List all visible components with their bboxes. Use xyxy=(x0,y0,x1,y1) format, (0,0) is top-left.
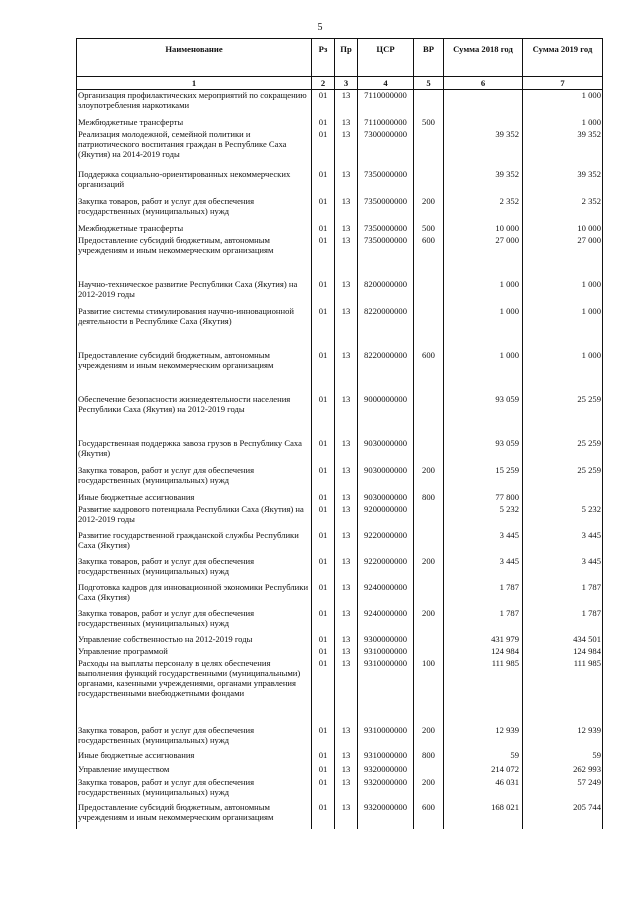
table-row xyxy=(77,279,603,306)
table-cell-sum-2019: 5 232 xyxy=(523,504,603,530)
table-cell-vr: 600 xyxy=(414,350,444,394)
table-cell-pr: 13 xyxy=(335,235,358,279)
table-row xyxy=(77,438,603,465)
table-cell-csr: 7350000000 xyxy=(358,169,414,196)
table-cell-vr: 600 xyxy=(414,802,444,829)
table-cell-sum-2018: 27 000 xyxy=(444,235,523,279)
header-csr: ЦСР xyxy=(358,39,414,77)
table-cell-sum-2018: 39 352 xyxy=(444,129,523,169)
table-cell-rz: 01 xyxy=(312,634,335,646)
table-cell-pr: 13 xyxy=(335,504,358,530)
table-cell-sum-2018: 93 059 xyxy=(444,394,523,438)
table-cell-pr: 13 xyxy=(335,777,358,802)
table-row xyxy=(77,117,603,129)
header-number: 7 xyxy=(523,77,603,90)
table-cell-vr: 600 xyxy=(414,235,444,279)
table-cell-sum-2018: 1 000 xyxy=(444,306,523,350)
table-cell-sum-2019: 3 445 xyxy=(523,556,603,582)
table-cell-vr xyxy=(414,582,444,608)
table-cell-pr: 13 xyxy=(335,129,358,169)
table-cell-rz: 01 xyxy=(312,504,335,530)
table-cell-csr: 7350000000 xyxy=(358,223,414,235)
table-cell-csr: 9030000000 xyxy=(358,465,414,492)
table-cell-pr: 13 xyxy=(335,492,358,504)
table-cell-pr: 13 xyxy=(335,556,358,582)
table-cell-rz: 01 xyxy=(312,169,335,196)
table-cell-pr: 13 xyxy=(335,582,358,608)
table-cell-sum-2018: 39 352 xyxy=(444,169,523,196)
table-cell-sum-2019: 262 993 xyxy=(523,764,603,777)
table-cell-sum-2018: 15 259 xyxy=(444,465,523,492)
header-number: 3 xyxy=(335,77,358,90)
table-cell-pr: 13 xyxy=(335,646,358,658)
header-number: 6 xyxy=(444,77,523,90)
table-cell-name: Иные бюджетные ассигнования xyxy=(77,492,312,504)
table-cell-vr xyxy=(414,306,444,350)
table-cell-rz: 01 xyxy=(312,608,335,634)
table-cell-sum-2018: 10 000 xyxy=(444,223,523,235)
table-cell-sum-2019: 25 259 xyxy=(523,394,603,438)
table-cell-rz: 01 xyxy=(312,438,335,465)
table-cell-csr: 7110000000 xyxy=(358,90,414,117)
table-cell-sum-2018: 12 939 xyxy=(444,725,523,750)
table-cell-sum-2019: 434 501 xyxy=(523,634,603,646)
table-cell-vr xyxy=(414,90,444,117)
table-cell-sum-2019: 1 000 xyxy=(523,90,603,117)
table-cell-sum-2019: 12 939 xyxy=(523,725,603,750)
table-cell-sum-2019: 39 352 xyxy=(523,169,603,196)
table-cell-csr: 9310000000 xyxy=(358,750,414,764)
table-row xyxy=(77,582,603,608)
table-cell-csr: 9320000000 xyxy=(358,802,414,829)
table-row xyxy=(77,608,603,634)
table-cell-sum-2018: 59 xyxy=(444,750,523,764)
table-cell-name: Предоставление субсидий бюджетным, автономным учреждениям и иным некоммерческим организациям xyxy=(77,802,312,829)
table-row xyxy=(77,465,603,492)
table-row xyxy=(77,169,603,196)
table-cell-name: Управление имуществом xyxy=(77,764,312,777)
table-cell-rz: 01 xyxy=(312,223,335,235)
table-cell-sum-2019 xyxy=(523,492,603,504)
header-sum-2018: Сумма 2018 год xyxy=(444,39,523,77)
table-cell-sum-2019: 111 985 xyxy=(523,658,603,725)
table-cell-rz: 01 xyxy=(312,350,335,394)
table-cell-csr: 9200000000 xyxy=(358,504,414,530)
table-cell-rz: 01 xyxy=(312,646,335,658)
table-cell-rz: 01 xyxy=(312,196,335,223)
table-cell-sum-2018: 1 787 xyxy=(444,608,523,634)
header-pr: Пр xyxy=(335,39,358,77)
table-cell-vr: 200 xyxy=(414,465,444,492)
table-cell-pr: 13 xyxy=(335,802,358,829)
table-row xyxy=(77,556,603,582)
budget-table xyxy=(76,38,603,829)
table-cell-sum-2018: 77 800 xyxy=(444,492,523,504)
table-cell-name: Обеспечение безопасности жизнедеятельности населения Республики Саха (Якутия) на 2012-2019 годы xyxy=(77,394,312,438)
table-cell-name: Закупка товаров, работ и услуг для обеспечения государственных (муниципальных) нужд xyxy=(77,608,312,634)
table-cell-pr: 13 xyxy=(335,394,358,438)
table-cell-sum-2018: 168 021 xyxy=(444,802,523,829)
table-cell-sum-2018: 5 232 xyxy=(444,504,523,530)
table-cell-pr: 13 xyxy=(335,438,358,465)
table-cell-vr xyxy=(414,504,444,530)
table-cell-sum-2019: 25 259 xyxy=(523,438,603,465)
table-cell-rz: 01 xyxy=(312,279,335,306)
table-cell-sum-2018: 93 059 xyxy=(444,438,523,465)
table-cell-csr: 9320000000 xyxy=(358,777,414,802)
table-cell-name: Развитие системы стимулирования научно-инновационной деятельности в Республике Саха (Якутия) xyxy=(77,306,312,350)
table-cell-pr: 13 xyxy=(335,530,358,556)
table-cell-sum-2018 xyxy=(444,90,523,117)
table-cell-name: Межбюджетные трансферты xyxy=(77,223,312,235)
table-cell-sum-2019: 124 984 xyxy=(523,646,603,658)
table-cell-sum-2019: 1 787 xyxy=(523,608,603,634)
table-cell-vr xyxy=(414,279,444,306)
table-header xyxy=(77,39,603,90)
table-cell-sum-2018: 2 352 xyxy=(444,196,523,223)
table-cell-pr: 13 xyxy=(335,117,358,129)
table-cell-vr xyxy=(414,169,444,196)
table-cell-csr: 9310000000 xyxy=(358,725,414,750)
table-cell-csr: 9000000000 xyxy=(358,394,414,438)
table-cell-vr xyxy=(414,634,444,646)
table-cell-name: Государственная поддержка завоза грузов в Республику Саха (Якутия) xyxy=(77,438,312,465)
table-cell-rz: 01 xyxy=(312,306,335,350)
header-vr: ВР xyxy=(414,39,444,77)
table-cell-sum-2018 xyxy=(444,117,523,129)
table-cell-csr: 9310000000 xyxy=(358,658,414,725)
table-cell-pr: 13 xyxy=(335,279,358,306)
table-cell-pr: 13 xyxy=(335,764,358,777)
table-row xyxy=(77,777,603,802)
table-cell-sum-2018: 1 000 xyxy=(444,350,523,394)
table-cell-pr: 13 xyxy=(335,608,358,634)
table-cell-name: Развитие кадрового потенциала Республики Саха (Якутия) на 2012-2019 годы xyxy=(77,504,312,530)
table-cell-csr: 7350000000 xyxy=(358,235,414,279)
table-cell-vr: 200 xyxy=(414,556,444,582)
table-row xyxy=(77,196,603,223)
table-cell-sum-2018: 124 984 xyxy=(444,646,523,658)
table-cell-sum-2019: 57 249 xyxy=(523,777,603,802)
header-number: 4 xyxy=(358,77,414,90)
table-cell-sum-2019: 1 000 xyxy=(523,306,603,350)
table-cell-rz: 01 xyxy=(312,129,335,169)
table-row xyxy=(77,306,603,350)
table-cell-pr: 13 xyxy=(335,658,358,725)
table-row xyxy=(77,530,603,556)
table-cell-pr: 13 xyxy=(335,465,358,492)
table-cell-rz: 01 xyxy=(312,235,335,279)
table-cell-vr xyxy=(414,646,444,658)
table-cell-vr: 200 xyxy=(414,725,444,750)
header-rz: Рз xyxy=(312,39,335,77)
table-cell-csr: 9030000000 xyxy=(358,492,414,504)
table-row xyxy=(77,802,603,829)
table-row xyxy=(77,90,603,117)
table-cell-pr: 13 xyxy=(335,750,358,764)
table-cell-vr: 100 xyxy=(414,658,444,725)
table-cell-rz: 01 xyxy=(312,90,335,117)
table-cell-sum-2019: 59 xyxy=(523,750,603,764)
table-cell-vr: 200 xyxy=(414,608,444,634)
table-cell-name: Подготовка кадров для инновационной экономики Республики Саха (Якутия) xyxy=(77,582,312,608)
table-cell-csr: 8220000000 xyxy=(358,350,414,394)
table-cell-vr: 800 xyxy=(414,492,444,504)
table-row xyxy=(77,394,603,438)
table-cell-sum-2018: 3 445 xyxy=(444,530,523,556)
table-cell-rz: 01 xyxy=(312,802,335,829)
header-number: 2 xyxy=(312,77,335,90)
table-cell-name: Развитие государственной гражданской службы Республики Саха (Якутия) xyxy=(77,530,312,556)
table-cell-sum-2018: 214 072 xyxy=(444,764,523,777)
header-number: 1 xyxy=(77,77,312,90)
table-cell-name: Закупка товаров, работ и услуг для обеспечения государственных (муниципальных) нужд xyxy=(77,196,312,223)
table-cell-sum-2019: 25 259 xyxy=(523,465,603,492)
table-cell-vr xyxy=(414,530,444,556)
table-cell-sum-2019: 10 000 xyxy=(523,223,603,235)
table-cell-name: Управление программой xyxy=(77,646,312,658)
table-cell-csr: 9310000000 xyxy=(358,646,414,658)
table-cell-pr: 13 xyxy=(335,306,358,350)
table-cell-vr xyxy=(414,129,444,169)
table-cell-rz: 01 xyxy=(312,658,335,725)
table-cell-csr: 7110000000 xyxy=(358,117,414,129)
table-cell-name: Научно-техническое развитие Республики Саха (Якутия) на 2012-2019 годы xyxy=(77,279,312,306)
table-cell-name: Закупка товаров, работ и услуг для обеспечения государственных (муниципальных) нужд xyxy=(77,556,312,582)
table-cell-vr: 200 xyxy=(414,777,444,802)
table-cell-csr: 8220000000 xyxy=(358,306,414,350)
table-cell-sum-2018: 46 031 xyxy=(444,777,523,802)
table-cell-csr: 9030000000 xyxy=(358,438,414,465)
table-cell-name: Предоставление субсидий бюджетным, автономным учреждениям и иным некоммерческим организациям xyxy=(77,235,312,279)
table-cell-csr: 9240000000 xyxy=(358,608,414,634)
table-cell-pr: 13 xyxy=(335,90,358,117)
table-row xyxy=(77,235,603,279)
table-row xyxy=(77,223,603,235)
table-cell-vr: 800 xyxy=(414,750,444,764)
table-cell-name: Закупка товаров, работ и услуг для обеспечения государственных (муниципальных) нужд xyxy=(77,465,312,492)
header-sum-2019: Сумма 2019 год xyxy=(523,39,603,77)
table-cell-sum-2019: 39 352 xyxy=(523,129,603,169)
table-cell-name: Расходы на выплаты персоналу в целях обеспечения выполнения функций государственными (муниципальными) органами, казенными учреждениями, органами управления государственными внебюджетными фондами xyxy=(77,658,312,725)
table-cell-rz: 01 xyxy=(312,764,335,777)
table-cell-rz: 01 xyxy=(312,394,335,438)
table-cell-csr: 9300000000 xyxy=(358,634,414,646)
table-body xyxy=(77,90,603,829)
table-cell-rz: 01 xyxy=(312,465,335,492)
table-cell-name: Предоставление субсидий бюджетным, автономным учреждениям и иным некоммерческим организациям xyxy=(77,350,312,394)
table-cell-sum-2019: 1 000 xyxy=(523,117,603,129)
table-cell-sum-2019: 1 787 xyxy=(523,582,603,608)
page-number: 5 xyxy=(317,22,323,33)
table-cell-name: Закупка товаров, работ и услуг для обеспечения государственных (муниципальных) нужд xyxy=(77,777,312,802)
table-cell-rz: 01 xyxy=(312,725,335,750)
table-row xyxy=(77,646,603,658)
header-number: 5 xyxy=(414,77,444,90)
table-cell-sum-2018: 111 985 xyxy=(444,658,523,725)
table-cell-pr: 13 xyxy=(335,350,358,394)
table-cell-pr: 13 xyxy=(335,196,358,223)
table-cell-csr: 8200000000 xyxy=(358,279,414,306)
table-cell-vr: 500 xyxy=(414,223,444,235)
table-cell-rz: 01 xyxy=(312,556,335,582)
table-row xyxy=(77,504,603,530)
table-cell-csr: 7350000000 xyxy=(358,196,414,223)
table-cell-csr: 9220000000 xyxy=(358,530,414,556)
table-cell-vr xyxy=(414,438,444,465)
table-cell-rz: 01 xyxy=(312,530,335,556)
table-cell-vr xyxy=(414,394,444,438)
table-cell-name: Иные бюджетные ассигнования xyxy=(77,750,312,764)
table-row xyxy=(77,750,603,764)
table-cell-rz: 01 xyxy=(312,117,335,129)
table-row xyxy=(77,129,603,169)
table-row xyxy=(77,492,603,504)
table-cell-pr: 13 xyxy=(335,169,358,196)
table-row xyxy=(77,634,603,646)
table-cell-pr: 13 xyxy=(335,223,358,235)
table-cell-pr: 13 xyxy=(335,634,358,646)
table-cell-vr xyxy=(414,764,444,777)
table-cell-name: Управление собственностью на 2012-2019 годы xyxy=(77,634,312,646)
header-name: Наименование xyxy=(77,39,312,77)
table-cell-csr: 9240000000 xyxy=(358,582,414,608)
table-cell-name: Реализация молодежной, семейной политики и патриотического воспитания граждан в Республике Саха (Якутия) на 2014-2019 годы xyxy=(77,129,312,169)
table-row xyxy=(77,764,603,777)
table-cell-name: Организация профилактических мероприятий по сокращению злоупотребления наркотиками xyxy=(77,90,312,117)
table-cell-rz: 01 xyxy=(312,750,335,764)
table-cell-sum-2019: 3 445 xyxy=(523,530,603,556)
table-cell-sum-2019: 2 352 xyxy=(523,196,603,223)
table-cell-sum-2018: 1 000 xyxy=(444,279,523,306)
table-cell-rz: 01 xyxy=(312,492,335,504)
table-cell-csr: 7300000000 xyxy=(358,129,414,169)
table-cell-vr: 200 xyxy=(414,196,444,223)
table-row xyxy=(77,350,603,394)
table-cell-sum-2019: 205 744 xyxy=(523,802,603,829)
table-row xyxy=(77,725,603,750)
table-cell-sum-2019: 1 000 xyxy=(523,350,603,394)
table-cell-pr: 13 xyxy=(335,725,358,750)
table-cell-sum-2019: 1 000 xyxy=(523,279,603,306)
table-cell-sum-2018: 3 445 xyxy=(444,556,523,582)
table-cell-csr: 9320000000 xyxy=(358,764,414,777)
table-cell-sum-2018: 1 787 xyxy=(444,582,523,608)
table-cell-sum-2019: 27 000 xyxy=(523,235,603,279)
table-cell-name: Межбюджетные трансферты xyxy=(77,117,312,129)
table-cell-csr: 9220000000 xyxy=(358,556,414,582)
table-row xyxy=(77,658,603,725)
table-cell-rz: 01 xyxy=(312,582,335,608)
table-cell-name: Закупка товаров, работ и услуг для обеспечения государственных (муниципальных) нужд xyxy=(77,725,312,750)
table-cell-sum-2018: 431 979 xyxy=(444,634,523,646)
table-cell-name: Поддержка социально-ориентированных некоммерческих организаций xyxy=(77,169,312,196)
table-cell-rz: 01 xyxy=(312,777,335,802)
table-cell-vr: 500 xyxy=(414,117,444,129)
